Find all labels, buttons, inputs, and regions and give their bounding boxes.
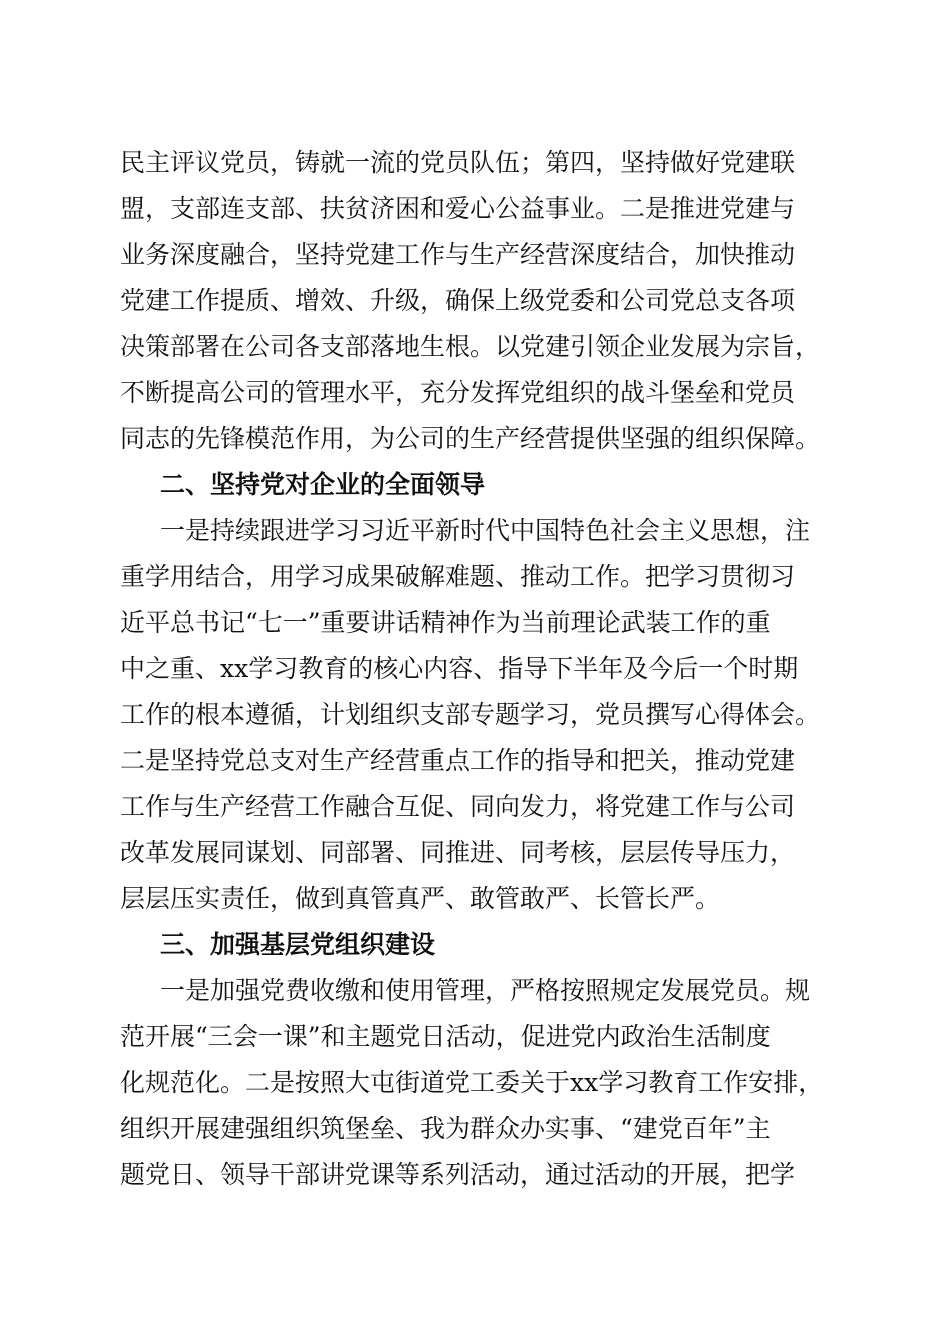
paragraph-first-line: 一是持续跟进学习习近平新时代中国特色社会主义思想，注 — [160, 516, 811, 545]
paragraph-first-line: 一是加强党费收缴和使用管理，严格按照规定发展党员。规 — [160, 976, 811, 1005]
body-line: 化规范化。二是按照大屯街道党工委关于xx学习教育工作安排， — [120, 1068, 824, 1097]
body-line: 组织开展建强组织筑堡垒、我为群众办实事、“建党百年”主 — [120, 1114, 771, 1143]
body-line: 重学用结合，用学习成果破解难题、推动工作。把学习贯彻习 — [120, 562, 796, 591]
body-line: 题党日、领导干部讲党课等系列活动，通过活动的开展，把学 — [120, 1160, 796, 1189]
body-line: 业务深度融合，坚持党建工作与生产经营深度结合，加快推动 — [120, 240, 796, 269]
section-heading-3: 三、加强基层党组织建设 — [160, 930, 436, 959]
body-line: 决策部署在公司各支部落地生根。以党建引领企业发展为宗旨， — [120, 332, 821, 361]
section-heading-2: 二、坚持党对企业的全面领导 — [160, 470, 486, 499]
body-line: 范开展“三会一课”和主题党日活动，促进党内政治生活制度 — [120, 1022, 771, 1051]
body-line: 工作与生产经营工作融合互促、同向发力，将党建工作与公司 — [120, 792, 796, 821]
body-line: 中之重、xx学习教育的核心内容、指导下半年及今后一个时期 — [120, 654, 799, 683]
body-line: 同志的先锋模范作用，为公司的生产经营提供坚强的组织保障。 — [120, 424, 821, 453]
document-body — [120, 140, 840, 1198]
body-line: 二是坚持党总支对生产经营重点工作的指导和把关，推动党建 — [120, 746, 796, 775]
body-line: 党建工作提质、增效、升级，确保上级党委和公司党总支各项 — [120, 286, 796, 315]
body-line: 近平总书记“七一”重要讲话精神作为当前理论武装工作的重 — [120, 608, 771, 637]
body-line: 工作的根本遵循，计划组织支部专题学习，党员撰写心得体会。 — [120, 700, 821, 729]
body-line: 不断提高公司的管理水平，充分发挥党组织的战斗堡垒和党员 — [120, 378, 796, 407]
body-line: 民主评议党员，铸就一流的党员队伍；第四，坚持做好党建联 — [120, 148, 796, 177]
body-line: 层层压实责任，做到真管真严、敢管敢严、长管长严。 — [120, 884, 721, 913]
body-line: 改革发展同谋划、同部署、同推进、同考核，层层传导压力， — [120, 838, 796, 867]
body-line: 盟，支部连支部、扶贫济困和爱心公益事业。二是推进党建与 — [120, 194, 796, 223]
